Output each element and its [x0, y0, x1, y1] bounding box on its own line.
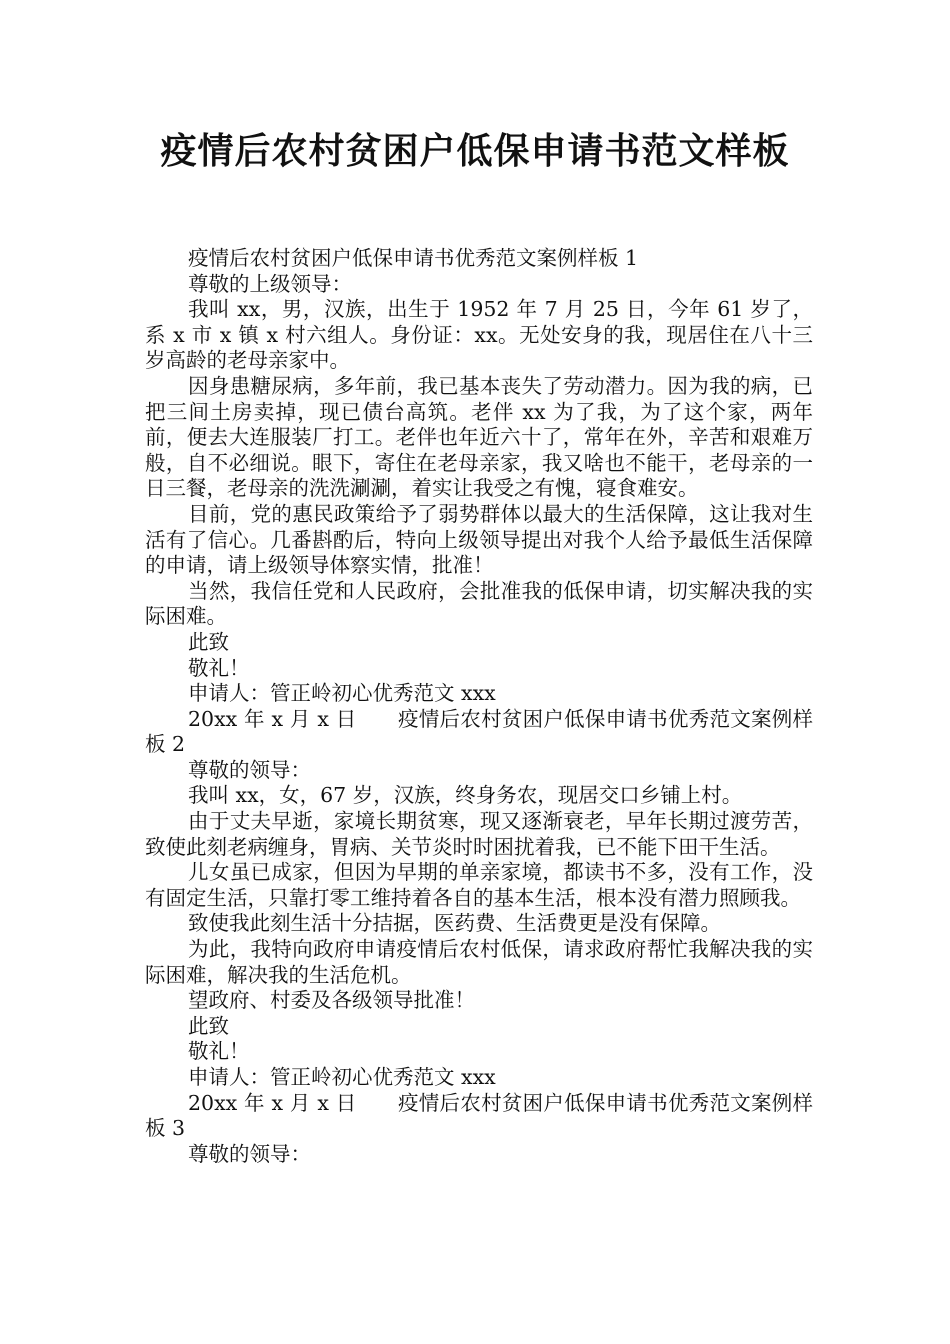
paragraph-closing-1: 此致: [188, 629, 229, 654]
paragraph-regards-1: 敬礼！: [188, 655, 250, 680]
paragraph-closing-2: 此致: [188, 1013, 229, 1038]
paragraph-self-introduction-2: 我叫 xx，女，67 岁，汉族，终身务农，现居交口乡铺上村。: [188, 783, 743, 808]
paragraph-trust-statement: 当然，我信任党和人民政府，会批准我的低保申请，切实解决我的实际困难。: [145, 578, 813, 629]
paragraph-date-and-sample-2-heading: 20xx 年 x 月 x 日 疫情后农村贫困户低保申请书优秀范文案例样板 2: [145, 706, 813, 757]
paragraph-sample-1-heading: 疫情后农村贫困户低保申请书优秀范文案例样板 1: [188, 246, 639, 270]
paragraph-financial-status: 致使我此刻生活十分拮据，医药费、生活费更是没有保障。: [188, 911, 721, 936]
paragraph-applicant-2: 申请人：管正岭初心优秀范文 xxx: [188, 1065, 496, 1089]
document-body: [145, 246, 813, 1167]
paragraph-salutation-1: 尊敬的上级领导：: [188, 271, 352, 296]
paragraph-applicant-1: 申请人：管正岭初心优秀范文 xxx: [188, 681, 496, 706]
paragraph-self-introduction-1: 我叫 xx，男，汉族，出生于 1952 年 7 月 25 日，今年 61 岁了，系 x 市 x 镇 x 村六组人。身份证：xx。无处安身的我，现居住在八十三岁高龄的老母亲家中。: [145, 297, 813, 373]
paragraph-regards-2: 敬礼！: [188, 1039, 250, 1064]
paragraph-salutation-2: 尊敬的领导：: [188, 757, 311, 782]
paragraph-policy-request: 目前，党的惠民政策给予了弱势群体以最大的生活保障，这让我对生活有了信心。几番斟酌后，特向上级领导提出对我个人给予最低生活保障的申请，请上级领导体察实情，批准！: [145, 501, 813, 578]
paragraph-date-and-sample-3-heading: 20xx 年 x 月 x 日 疫情后农村贫困户低保申请书优秀范文案例样板 3: [145, 1090, 813, 1141]
paragraph-hardship-2: 由于丈夫早逝，家境长期贫寒，现又逐渐衰老，早年长期过渡劳苦，致使此刻老病缠身，胃病、关节炎时时困扰着我，已不能下田干生活。: [145, 809, 813, 859]
paragraph-salutation-3: 尊敬的领导：: [188, 1141, 311, 1166]
paragraph-illness-situation: 因身患糖尿病，多年前，我已基本丧失了劳动潜力。因为我的病，已把三间土房卖掉，现已债台高筑。老伴 xx 为了我，为了这个家，两年前，便去大连服装厂打工。老伴也年近六十了，常年在外，辛苦和艰难万般，自不必细说。眼下，寄住在老母亲家，我又啥也不能干，老母亲的一日三餐，老母亲的洗洗涮涮，着实让我受之有愧，寝食难安。: [145, 373, 813, 501]
document-title: 疫情后农村贫困户低保申请书范文样板: [160, 131, 790, 172]
paragraph-children-situation: 儿女虽已成家，但因为早期的单亲家境，都读书不多，没有工作，没有固定生活，只靠打零工维持着各自的基本生活，根本没有潜力照顾我。: [145, 860, 813, 910]
paragraph-request-2: 为此，我特向政府申请疫情后农村低保，请求政府帮忙我解决我的实际困难，解决我的生活危机。: [145, 937, 813, 987]
paragraph-approval-plea: 望政府、村委及各级领导批准！: [188, 988, 475, 1013]
